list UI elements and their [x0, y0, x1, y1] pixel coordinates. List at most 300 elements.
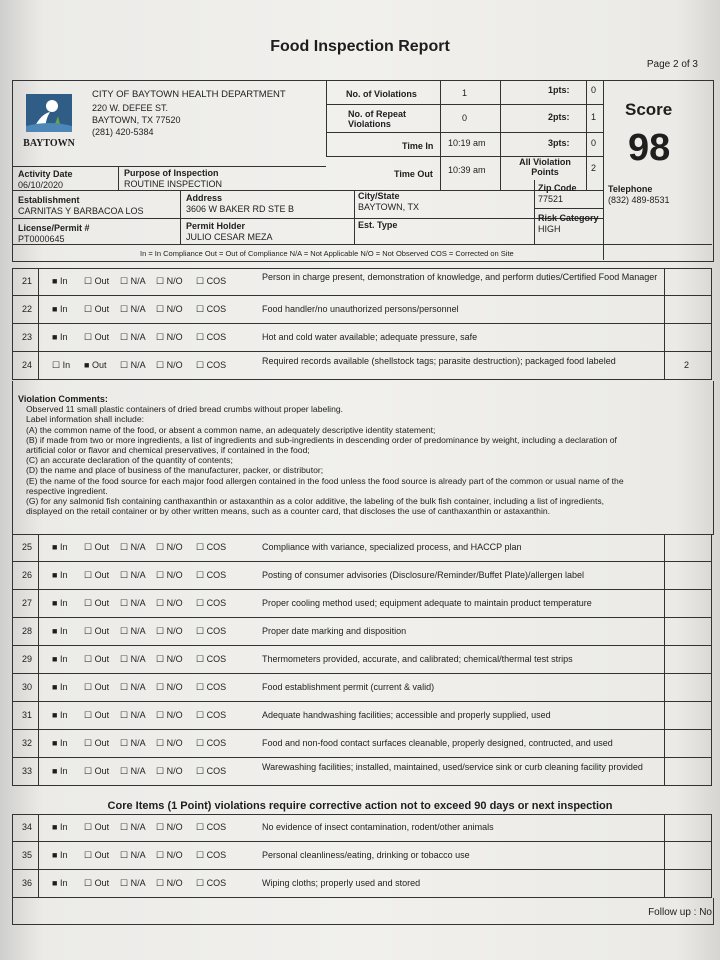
- empty-box-icon: ☐: [196, 710, 207, 720]
- comment-line: (C) an accurate declaration of the quantity of contents;: [26, 455, 233, 466]
- empty-box-icon: ☐: [84, 710, 95, 720]
- status-checkbox-no[interactable]: [156, 654, 183, 665]
- status-checkbox-cos[interactable]: [196, 710, 226, 721]
- status-checkbox-out[interactable]: [84, 850, 109, 861]
- option-label: N/A: [130, 654, 146, 664]
- item-description: Posting of consumer advisories (Disclosure/Reminder/Buffet Plate)/allergen label: [262, 570, 584, 580]
- item-number: 21: [21, 276, 32, 286]
- empty-box-icon: ☐: [156, 822, 167, 832]
- status-checkbox-no[interactable]: [156, 332, 183, 343]
- option-label: Out: [94, 304, 110, 314]
- option-label: N/O: [166, 766, 183, 776]
- status-checkbox-in[interactable]: [52, 850, 67, 860]
- empty-box-icon: ☐: [196, 878, 207, 888]
- status-checkbox-na[interactable]: [120, 304, 146, 315]
- report-title: Food Inspection Report: [270, 38, 450, 55]
- option-label: N/A: [130, 626, 146, 636]
- item-number: 34: [21, 822, 32, 832]
- logo-text: BAYTOWN: [23, 138, 75, 149]
- option-label: Out: [94, 850, 110, 860]
- comment-line: Label information shall include:: [26, 414, 144, 425]
- option-label: In: [59, 738, 68, 748]
- empty-box-icon: ☐: [156, 332, 167, 342]
- option-label: N/A: [130, 598, 146, 608]
- option-label: N/O: [166, 332, 183, 342]
- status-checkbox-out[interactable]: [84, 276, 109, 287]
- status-checkbox-out[interactable]: [84, 822, 109, 833]
- empty-box-icon: ☐: [84, 878, 95, 888]
- option-label: COS: [206, 766, 227, 776]
- status-checkbox-na[interactable]: [120, 598, 146, 609]
- empty-box-icon: ☐: [156, 542, 167, 552]
- empty-box-icon: ☐: [196, 626, 207, 636]
- telephone-label: Telephone: [608, 184, 653, 194]
- empty-box-icon: ☐: [84, 654, 95, 664]
- status-checkbox-cos[interactable]: [196, 654, 226, 665]
- item-number: 29: [21, 654, 32, 664]
- option-label: COS: [206, 570, 227, 580]
- status-checkbox-cos[interactable]: [196, 360, 226, 371]
- empty-box-icon: ☐: [156, 598, 167, 608]
- option-label: COS: [206, 598, 227, 608]
- option-label: N/O: [166, 542, 183, 552]
- empty-box-icon: ☐: [120, 850, 131, 860]
- item-description: No evidence of insect contamination, rodent/other animals: [262, 822, 494, 832]
- option-label: N/A: [130, 850, 146, 860]
- checked-box-icon: ■: [52, 626, 60, 636]
- comment-line: Observed 11 small plastic containers of dried bread crumbs without proper labeling.: [26, 404, 344, 415]
- status-checkbox-no[interactable]: [156, 710, 183, 721]
- holder-value: JULIO CESAR MEZA: [186, 232, 273, 242]
- empty-box-icon: ☐: [156, 304, 167, 314]
- status-checkbox-cos[interactable]: [196, 850, 226, 861]
- empty-box-icon: ☐: [196, 570, 207, 580]
- status-checkbox-in[interactable]: [52, 738, 67, 748]
- checked-box-icon: ■: [52, 654, 60, 664]
- option-label: In: [59, 878, 68, 888]
- item-description: Wiping cloths; properly used and stored: [262, 878, 421, 888]
- purpose-value: ROUTINE INSPECTION: [124, 179, 223, 189]
- pts1-label: 1pts:: [548, 85, 570, 95]
- status-checkbox-no[interactable]: [156, 766, 183, 777]
- zip-label: Zip Code: [538, 183, 577, 193]
- status-checkbox-cos[interactable]: [196, 766, 226, 777]
- empty-box-icon: ☐: [120, 360, 131, 370]
- item-number: 35: [21, 850, 32, 860]
- option-label: Out: [94, 654, 110, 664]
- all-points-value: 2: [591, 163, 597, 173]
- item-description: Food and non-food contact surfaces cleanable, properly designed, contructed, and used: [262, 738, 613, 748]
- item-number: 31: [21, 710, 32, 720]
- item-description: Compliance with variance, specialized process, and HACCP plan: [262, 542, 522, 552]
- option-label: In: [59, 626, 68, 636]
- checked-box-icon: ■: [52, 304, 60, 314]
- status-checkbox-no[interactable]: [156, 738, 183, 749]
- page-number: Page 2 of 3: [646, 59, 698, 70]
- est-type-label: Est. Type: [358, 220, 398, 230]
- item-number: 30: [21, 682, 32, 692]
- comments-heading: Violation Comments:: [18, 394, 108, 404]
- empty-box-icon: ☐: [120, 766, 131, 776]
- item-description: Adequate handwashing facilities; accessible and properly supplied, used: [262, 710, 551, 720]
- option-label: N/A: [130, 878, 146, 888]
- option-label: N/O: [166, 360, 183, 370]
- status-checkbox-na[interactable]: [120, 710, 146, 721]
- empty-box-icon: ☐: [120, 276, 131, 286]
- item-number: 36: [21, 878, 32, 888]
- empty-box-icon: ☐: [196, 332, 207, 342]
- checked-box-icon: ■: [52, 598, 60, 608]
- status-checkbox-na[interactable]: [120, 360, 146, 371]
- status-checkbox-in[interactable]: [52, 570, 67, 580]
- item-number: 24: [21, 360, 32, 370]
- checked-box-icon: ■: [52, 332, 60, 342]
- option-label: COS: [206, 654, 227, 664]
- option-label: In: [59, 710, 68, 720]
- pts2-label: 2pts:: [548, 112, 570, 122]
- est-value: CARNITAS Y BARBACOA LOS: [18, 206, 144, 216]
- status-checkbox-out[interactable]: [84, 542, 109, 553]
- status-checkbox-in[interactable]: [52, 598, 67, 608]
- checked-box-icon: ■: [52, 766, 60, 776]
- option-label: Out: [94, 738, 110, 748]
- option-label: Out: [94, 542, 110, 552]
- empty-box-icon: ☐: [120, 710, 131, 720]
- status-checkbox-out[interactable]: [84, 682, 109, 693]
- option-label: Out: [94, 710, 110, 720]
- status-checkbox-na[interactable]: [120, 626, 146, 637]
- item-description: Proper cooling method used; equipment adequate to maintain product temperature: [262, 598, 592, 608]
- checked-box-icon: ■: [52, 710, 60, 720]
- option-label: N/O: [166, 598, 183, 608]
- status-checkbox-no[interactable]: [156, 276, 183, 287]
- dept-street: 220 W. DEFEE ST.: [92, 103, 169, 113]
- status-checkbox-na[interactable]: [120, 822, 146, 833]
- zip-value: 77521: [538, 194, 564, 204]
- comment-line: displayed on the retail container or by other written means, such as a counter card, that discloses the use of canthaxanthin or astaxanthin.: [26, 506, 551, 517]
- option-label: N/O: [166, 304, 183, 314]
- city-label: City/State: [358, 191, 400, 201]
- checked-box-icon: ■: [52, 570, 60, 580]
- comment-line: (A) the common name of the food, or absent a common name, an adequately descriptive identity statement;: [26, 424, 436, 435]
- status-checkbox-out[interactable]: [84, 332, 109, 343]
- status-checkbox-out[interactable]: [84, 766, 109, 777]
- dept-name: CITY OF BAYTOWN HEALTH DEPARTMENT: [92, 89, 286, 100]
- status-checkbox-na[interactable]: [120, 766, 146, 777]
- option-label: N/A: [130, 570, 146, 580]
- status-checkbox-out[interactable]: [84, 360, 106, 370]
- empty-box-icon: ☐: [196, 598, 207, 608]
- empty-box-icon: ☐: [84, 542, 95, 552]
- pts2-value: 1: [591, 112, 597, 122]
- comment-line: (G) for any salmonid fish containing canthaxanthin or astaxanthin as a color additive, the labeling of the bulk fish container, including a list of ingredients,: [26, 496, 605, 507]
- status-checkbox-na[interactable]: [120, 276, 146, 287]
- item-description: Hot and cold water available; adequate pressure, safe: [262, 332, 478, 342]
- empty-box-icon: ☐: [84, 276, 95, 286]
- empty-box-icon: ☐: [52, 360, 63, 370]
- activity-value: 06/10/2020: [18, 180, 64, 190]
- item-points: 2: [684, 360, 690, 370]
- status-checkbox-no[interactable]: [156, 822, 183, 833]
- status-checkbox-in[interactable]: [52, 276, 67, 286]
- status-checkbox-out[interactable]: [84, 710, 109, 721]
- violation-comments: [18, 394, 698, 516]
- empty-box-icon: ☐: [84, 822, 95, 832]
- option-label: COS: [206, 276, 227, 286]
- license-label: License/Permit #: [18, 223, 90, 233]
- status-checkbox-na[interactable]: [120, 570, 146, 581]
- empty-box-icon: ☐: [156, 276, 167, 286]
- item-number: 32: [21, 738, 32, 748]
- status-checkbox-in[interactable]: [52, 332, 67, 342]
- option-label: In: [59, 766, 68, 776]
- status-checkbox-in[interactable]: [52, 542, 67, 552]
- empty-box-icon: ☐: [84, 850, 95, 860]
- item-description: Food handler/no unauthorized persons/personnel: [262, 304, 459, 314]
- option-label: COS: [206, 542, 227, 552]
- option-label: Out: [94, 598, 110, 608]
- status-checkbox-in[interactable]: [52, 360, 70, 371]
- empty-box-icon: ☐: [196, 766, 207, 776]
- status-checkbox-cos[interactable]: [196, 878, 226, 889]
- item-description: Proper date marking and disposition: [262, 626, 407, 636]
- option-label: COS: [206, 850, 227, 860]
- comment-line: (B) if made from two or more ingredients, a list of ingredients and sub-ingredients in descending order of predominance by weight, including a declaration of: [26, 434, 617, 445]
- item-number: 28: [21, 626, 32, 636]
- status-checkbox-na[interactable]: [120, 542, 146, 553]
- empty-box-icon: ☐: [196, 850, 207, 860]
- checked-box-icon: ■: [52, 822, 60, 832]
- pts3-value: 0: [591, 138, 597, 148]
- option-label: Out: [94, 276, 110, 286]
- item-description: Person in charge present, demonstration of knowledge, and perform duties/Certified Food Manager: [262, 272, 658, 282]
- empty-box-icon: ☐: [156, 710, 167, 720]
- option-label: Out: [94, 626, 110, 636]
- item-description: Personal cleanliness/eating, drinking or tobacco use: [262, 850, 470, 860]
- item-description: Thermometers provided, accurate, and calibrated; chemical/thermal test strips: [262, 654, 573, 664]
- holder-label: Permit Holder: [186, 221, 246, 231]
- empty-box-icon: ☐: [120, 304, 131, 314]
- legend: In = In Compliance Out = Out of Compliance N/A = Not Applicable N/O = Not Observed COS = Corrected on Site: [140, 249, 514, 258]
- option-label: In: [59, 332, 68, 342]
- status-checkbox-out[interactable]: [84, 304, 109, 315]
- empty-box-icon: ☐: [156, 654, 167, 664]
- option-label: N/O: [166, 878, 183, 888]
- pts1-value: 0: [591, 85, 597, 95]
- status-checkbox-in[interactable]: [52, 878, 67, 888]
- empty-box-icon: ☐: [84, 766, 95, 776]
- empty-box-icon: ☐: [84, 304, 95, 314]
- status-checkbox-cos[interactable]: [196, 304, 226, 315]
- score-label: Score: [625, 100, 673, 119]
- license-value: PT0000645: [18, 234, 65, 244]
- option-label: In: [59, 598, 68, 608]
- status-checkbox-cos[interactable]: [196, 598, 226, 609]
- empty-box-icon: ☐: [120, 598, 131, 608]
- empty-box-icon: ☐: [84, 570, 95, 580]
- pts3-label: 3pts:: [548, 138, 570, 148]
- option-label: N/A: [130, 710, 146, 720]
- comment-line: (E) the name of the food source for each major food allergen contained in the food unless the food source is already part of the common or usual name of the: [26, 475, 624, 486]
- option-label: N/O: [166, 654, 183, 664]
- status-checkbox-cos[interactable]: [196, 682, 226, 693]
- empty-box-icon: ☐: [84, 598, 95, 608]
- status-checkbox-in[interactable]: [52, 654, 67, 664]
- option-label: Out: [94, 332, 110, 342]
- option-label: In: [59, 682, 68, 692]
- option-label: In: [59, 570, 68, 580]
- status-checkbox-cos[interactable]: [196, 332, 226, 343]
- option-label: N/O: [166, 822, 183, 832]
- city-value: BAYTOWN, TX: [358, 202, 420, 212]
- status-checkbox-no[interactable]: [156, 682, 183, 693]
- option-label: In: [59, 542, 68, 552]
- option-label: COS: [206, 822, 227, 832]
- follow-up: Follow up : No: [648, 907, 712, 918]
- option-label: N/O: [166, 570, 183, 580]
- checked-box-icon: ■: [52, 878, 60, 888]
- option-label: COS: [206, 878, 227, 888]
- option-label: COS: [206, 332, 227, 342]
- all-points-label: All Violation Points: [519, 157, 571, 177]
- status-checkbox-no[interactable]: [156, 570, 183, 581]
- est-label: Establishment: [18, 195, 80, 205]
- status-checkbox-cos[interactable]: [196, 570, 226, 581]
- empty-box-icon: ☐: [156, 682, 167, 692]
- status-checkbox-no[interactable]: [156, 360, 183, 371]
- status-checkbox-out[interactable]: [84, 598, 109, 609]
- status-checkbox-cos[interactable]: [196, 542, 226, 553]
- risk-value: HIGH: [538, 224, 561, 234]
- dept-city: BAYTOWN, TX 77520: [92, 115, 181, 125]
- empty-box-icon: ☐: [196, 276, 207, 286]
- status-checkbox-cos[interactable]: [196, 626, 226, 637]
- status-checkbox-in[interactable]: [52, 626, 67, 636]
- empty-box-icon: ☐: [120, 570, 131, 580]
- repeat-value: 0: [462, 113, 468, 123]
- empty-box-icon: ☐: [196, 542, 207, 552]
- option-label: COS: [206, 710, 227, 720]
- checked-box-icon: ■: [52, 542, 60, 552]
- status-checkbox-cos[interactable]: [196, 276, 226, 287]
- option-label: In: [59, 822, 68, 832]
- status-checkbox-no[interactable]: [156, 850, 183, 861]
- status-checkbox-na[interactable]: [120, 682, 146, 693]
- status-checkbox-in[interactable]: [52, 710, 67, 720]
- item-description: Required records available (shellstock tags; parasite destruction); packaged food labeled: [262, 356, 616, 366]
- status-checkbox-in[interactable]: [52, 304, 67, 314]
- empty-box-icon: ☐: [156, 878, 167, 888]
- purpose-label: Purpose of Inspection: [124, 168, 219, 178]
- status-checkbox-na[interactable]: [120, 878, 146, 889]
- empty-box-icon: ☐: [84, 332, 95, 342]
- option-label: N/A: [130, 822, 146, 832]
- status-checkbox-na[interactable]: [120, 654, 146, 665]
- option-label: COS: [206, 626, 227, 636]
- status-checkbox-cos[interactable]: [196, 822, 226, 833]
- empty-box-icon: ☐: [196, 682, 207, 692]
- status-checkbox-no[interactable]: [156, 542, 183, 553]
- telephone-value: (832) 489-8531: [608, 195, 670, 205]
- option-label: COS: [206, 360, 227, 370]
- option-label: Out: [94, 570, 110, 580]
- empty-box-icon: ☐: [120, 542, 131, 552]
- dept-phone: (281) 420-5384: [92, 127, 154, 137]
- option-label: N/A: [130, 360, 146, 370]
- empty-box-icon: ☐: [120, 822, 131, 832]
- status-checkbox-in[interactable]: [52, 766, 67, 776]
- time-in-value: 10:19 am: [448, 138, 486, 148]
- option-label: Out: [94, 878, 110, 888]
- empty-box-icon: ☐: [156, 570, 167, 580]
- item-number: 22: [21, 304, 32, 314]
- footer-frame: [12, 898, 714, 925]
- option-label: N/O: [166, 738, 183, 748]
- status-checkbox-no[interactable]: [156, 878, 183, 889]
- option-label: Out: [94, 682, 110, 692]
- status-checkbox-na[interactable]: [120, 850, 146, 861]
- item-number: 26: [21, 570, 32, 580]
- option-label: N/A: [130, 738, 146, 748]
- option-label: COS: [206, 738, 227, 748]
- comment-line: respective ingredient.: [26, 485, 108, 496]
- empty-box-icon: ☐: [84, 626, 95, 636]
- item-number: 23: [21, 332, 32, 342]
- status-checkbox-cos[interactable]: [196, 738, 226, 749]
- empty-box-icon: ☐: [120, 626, 131, 636]
- status-checkbox-out[interactable]: [84, 878, 109, 889]
- option-label: In: [59, 654, 68, 664]
- status-checkbox-no[interactable]: [156, 598, 183, 609]
- empty-box-icon: ☐: [196, 304, 207, 314]
- status-checkbox-out[interactable]: [84, 570, 109, 581]
- empty-box-icon: ☐: [156, 766, 167, 776]
- status-checkbox-in[interactable]: [52, 822, 67, 832]
- status-checkbox-na[interactable]: [120, 332, 146, 343]
- option-label: N/A: [130, 542, 146, 552]
- empty-box-icon: ☐: [120, 878, 131, 888]
- checked-box-icon: ■: [52, 276, 60, 286]
- status-checkbox-in[interactable]: [52, 682, 67, 692]
- empty-box-icon: ☐: [196, 360, 207, 370]
- address-value: 3606 W BAKER RD STE B: [186, 204, 295, 214]
- empty-box-icon: ☐: [156, 360, 167, 370]
- checked-box-icon: ■: [52, 738, 60, 748]
- option-label: Out: [94, 766, 110, 776]
- time-out-value: 10:39 am: [448, 165, 486, 175]
- empty-box-icon: ☐: [120, 738, 131, 748]
- option-label: N/O: [166, 710, 183, 720]
- empty-box-icon: ☐: [120, 682, 131, 692]
- option-label: N/A: [130, 682, 146, 692]
- activity-label: Activity Date: [18, 169, 73, 179]
- status-checkbox-out[interactable]: [84, 654, 109, 665]
- option-label: N/O: [166, 626, 183, 636]
- option-label: N/A: [130, 332, 146, 342]
- item-number: 27: [21, 598, 32, 608]
- checked-box-icon: ■: [52, 850, 60, 860]
- status-checkbox-out[interactable]: [84, 626, 109, 637]
- status-checkbox-na[interactable]: [120, 738, 146, 749]
- item-number: 33: [21, 766, 32, 776]
- empty-box-icon: ☐: [196, 822, 207, 832]
- status-checkbox-no[interactable]: [156, 626, 183, 637]
- status-checkbox-out[interactable]: [84, 738, 109, 749]
- core-items-heading: Core Items (1 Point) violations require corrective action not to exceed 90 days or next inspection: [107, 800, 613, 812]
- score-value: 98: [628, 127, 671, 169]
- option-label: Out: [91, 360, 107, 370]
- status-checkbox-no[interactable]: [156, 304, 183, 315]
